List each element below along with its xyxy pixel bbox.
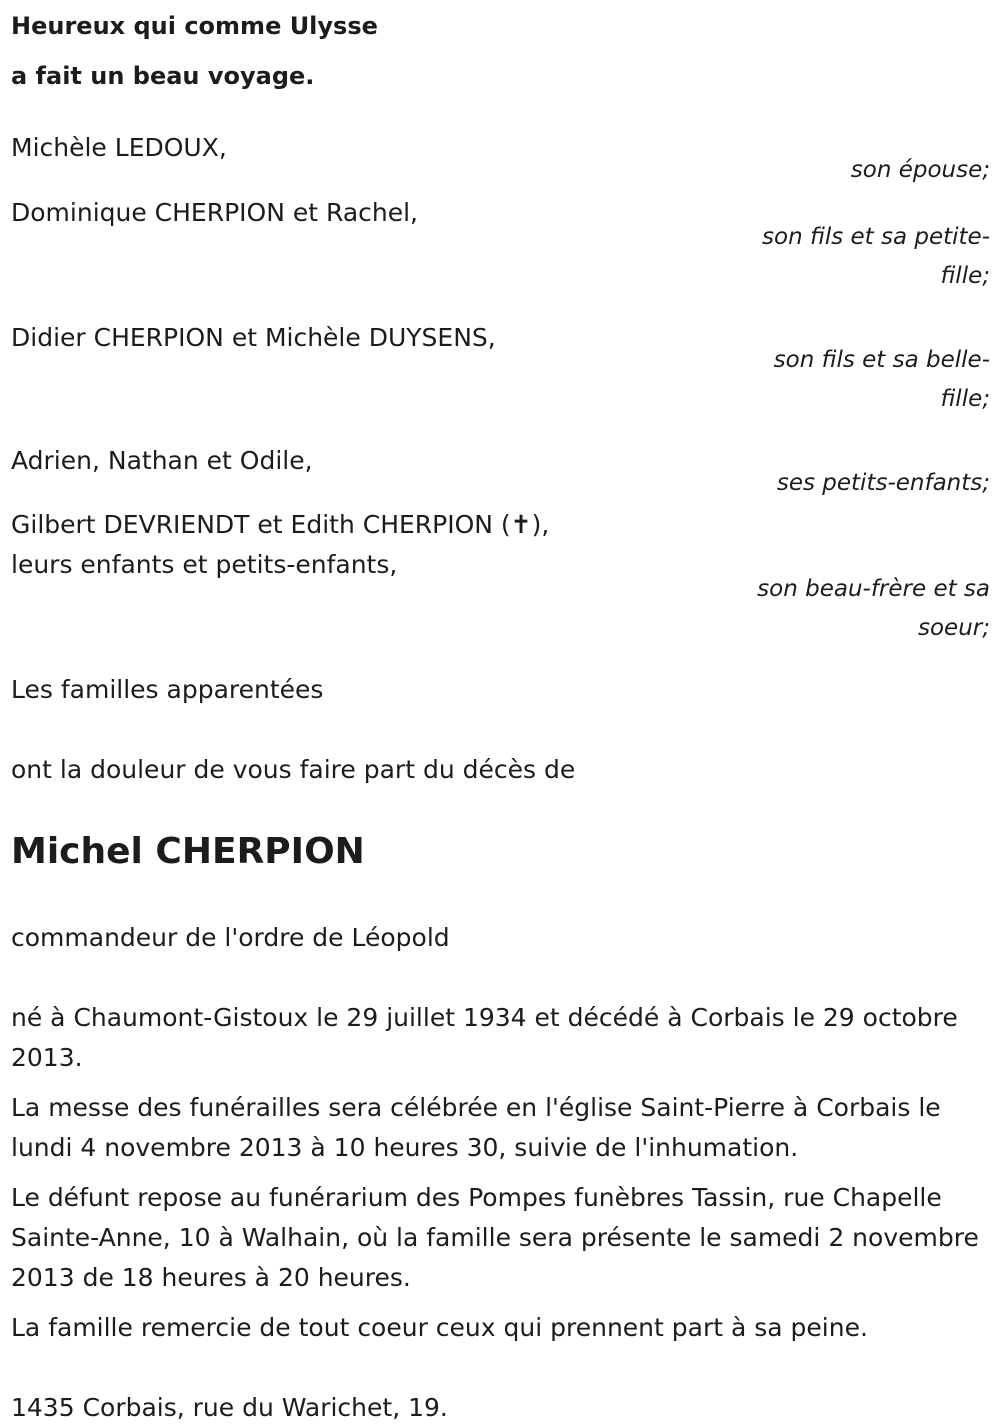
epigraph: [11, 1, 990, 101]
family-member-name: Michèle LEDOUX,: [11, 133, 227, 162]
family-relation: ses petits-enfants;: [776, 470, 990, 496]
family-entry: [11, 193, 990, 296]
birth-death-paragraph: né à Chaumont-Gistoux le 29 juillet 1934 et décédé à Corbais le 29 octobre 2013.: [11, 1003, 958, 1072]
family-entry: [11, 318, 990, 419]
family-relation: son épouse;: [850, 157, 990, 183]
family-relation: son fils et sa petite-fille;: [762, 224, 990, 289]
family-entry: [11, 670, 990, 710]
family-entry: [11, 441, 990, 503]
family-relation: son fils et sa belle-fille;: [773, 347, 990, 412]
epigraph-line-1: Heureux qui comme Ulysse: [11, 12, 378, 40]
family-relation: son beau-frère et sa soeur;: [757, 576, 990, 641]
deceased-name: Michel CHERPION: [11, 831, 365, 872]
family-member-name: Adrien, Nathan et Odile,: [11, 446, 313, 475]
deceased-title: commandeur de l'ordre de Léopold: [11, 923, 450, 952]
announcement: ont la douleur de vous faire part du décès de: [11, 755, 576, 784]
family-list: [11, 128, 990, 710]
epigraph-line-2: a fait un beau voyage.: [11, 62, 315, 90]
funerarium-paragraph: Le défunt repose au funérarium des Pompes funèbres Tassin, rue Chapelle Sainte-Anne, 10 à Walhain, où la famille sera présente le samedi 2 novembre 2013 de 18 heures à 20 heures.: [11, 1183, 979, 1292]
family-entry: [11, 128, 990, 190]
family-member-name: Gilbert DEVRIENDT et Edith CHERPION (✝),: [11, 510, 550, 539]
family-member-name: Les familles apparentées: [11, 675, 324, 704]
obituary-notice: [11, 0, 990, 1428]
family-member-name: Dominique CHERPION et Rachel,: [11, 198, 419, 227]
thanks-paragraph: La famille remercie de tout coeur ceux qui prennent part à sa peine.: [11, 1313, 868, 1342]
family-member-name-continued: leurs enfants et petits-enfants,: [11, 550, 398, 579]
family-entry: [11, 505, 990, 648]
family-address: 1435 Corbais, rue du Warichet, 19.: [11, 1393, 448, 1422]
family-member-name: Didier CHERPION et Michèle DUYSENS,: [11, 323, 496, 352]
funeral-mass-paragraph: La messe des funérailles sera célébrée en l'église Saint-Pierre à Corbais le lundi 4 novembre 2013 à 10 heures 30, suivie de l'inhumation.: [11, 1093, 941, 1162]
